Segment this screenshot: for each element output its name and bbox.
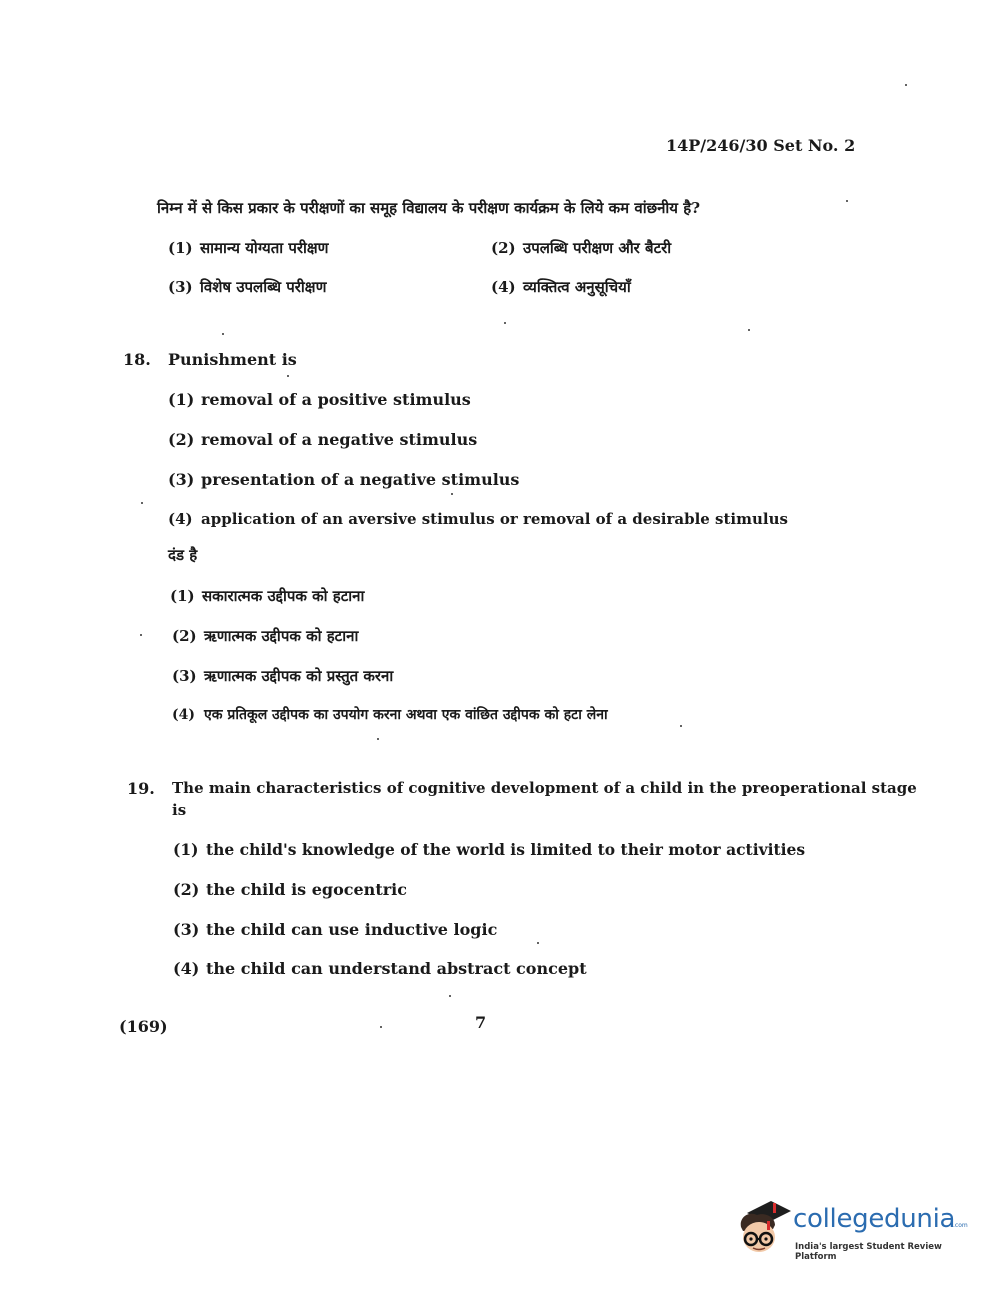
q17-option-2: (2) उपलब्धि परीक्षण और बैटरी [491,239,672,257]
q18-option-3: (3) presentation of a negative stimulus [168,470,520,489]
q18-hindi-option-4: (4) एक प्रतिकूल उद्दीपक का उपयोग करना अथवा एक वांछित उद्दीपक को हटा लेना [172,707,608,723]
logo-tagline: India's largest Student Review Platform [795,1242,942,1262]
scan-speck [287,375,289,377]
q19-option-2: (2) the child is egocentric [173,880,407,899]
q18-hindi-question: दंड है [168,546,198,564]
q19-question-line1: The main characteristics of cognitive development of a child in the preoperational stage [172,779,917,797]
q19-option-3: (3) the child can use inductive logic [173,920,498,939]
q18-hindi-option-2: (2) ऋणात्मक उद्दीपक को हटाना [172,627,359,645]
page-number: 7 [475,1013,487,1032]
scan-speck [222,333,224,335]
q18-option-2: (2) removal of a negative stimulus [168,430,478,449]
logo-wordmark: collegedunia [793,1204,956,1234]
logo-suffix: .com [953,1222,968,1229]
q18-hindi-option-3: (3) ऋणात्मक उद्दीपक को प्रस्तुत करना [172,667,394,685]
q19-question-line2: is [172,801,187,819]
q18-number: 18. [123,350,151,369]
footer-code: (169) [119,1017,168,1036]
scan-speck [380,1026,382,1028]
q18-hindi-option-1: (1) सकारात्मक उद्दीपक को हटाना [170,587,365,605]
q18-option-4: (4) application of an aversive stimulus or removal of a desirable stimulus [168,510,788,528]
q19-option-1: (1) the child's knowledge of the world is limited to their motor activities [173,840,806,859]
scan-speck [141,502,143,504]
scan-speck [846,200,848,202]
q17-option-3: (3) विशेष उपलब्धि परीक्षण [168,278,327,296]
q17-hindi-question: निम्न में से किस प्रकार के परीक्षणों का समूह विद्यालय के परीक्षण कार्यक्रम के लिये कम वांछनीय है? [157,199,700,217]
q19-number: 19. [127,779,155,798]
q18-question: Punishment is [168,350,297,369]
q17-option-4: (4) व्यक्तित्व अनुसूचियाँ [491,278,631,296]
scan-speck [537,942,539,944]
scan-speck [905,84,907,86]
q19-option-4: (4) the child can understand abstract concept [173,959,587,978]
q18-option-1: (1) removal of a positive stimulus [168,390,471,409]
scan-speck [449,995,451,997]
mascot-icon [735,1195,793,1257]
paper-code: 14P/246/30 Set No. 2 [666,136,856,155]
scan-speck [140,634,142,636]
scan-speck [451,493,453,495]
scan-speck [504,322,506,324]
collegedunia-logo [735,1195,970,1265]
scan-speck [680,725,682,727]
scan-speck [377,738,379,740]
scan-speck [748,329,750,331]
q17-option-1: (1) सामान्य योग्यता परीक्षण [168,239,329,257]
